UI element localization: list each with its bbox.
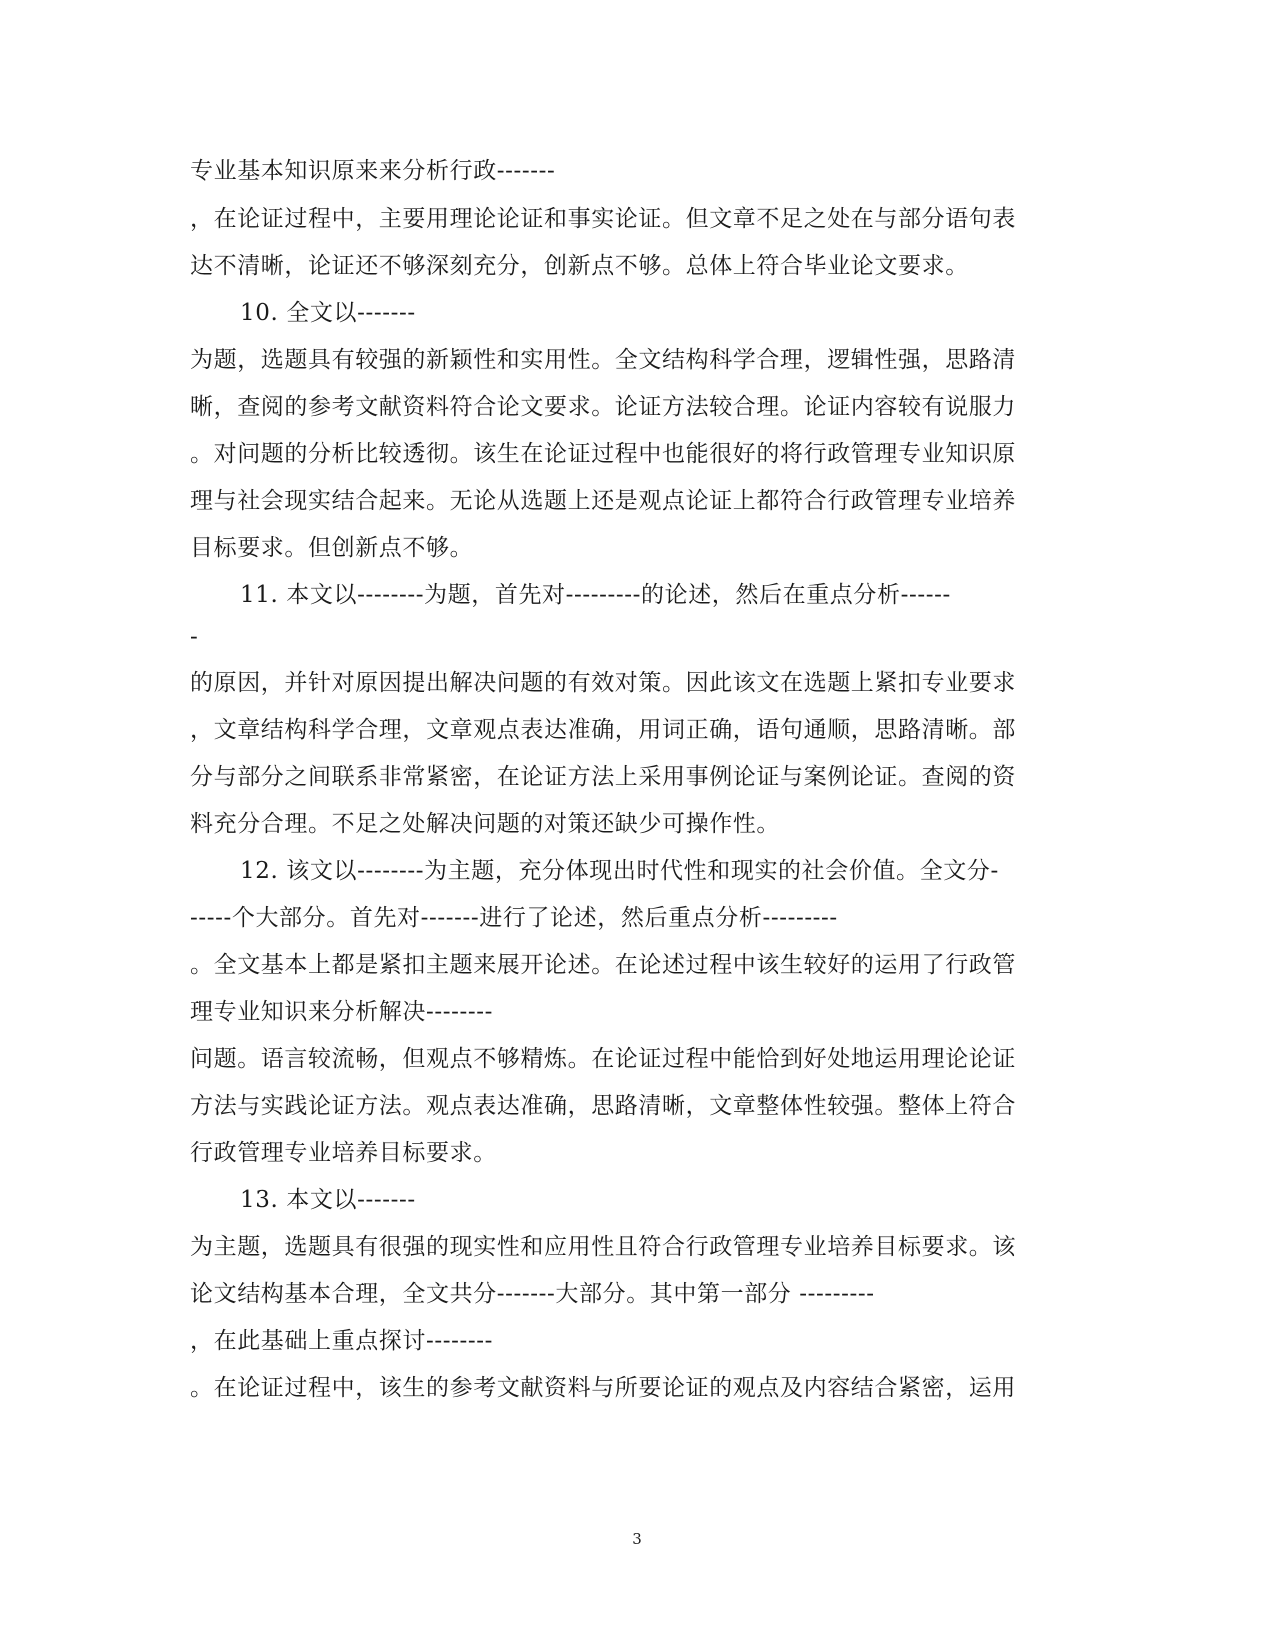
text-line: ，在此基础上重点探讨--------: [190, 1328, 493, 1354]
text-line: 论文结构基本合理，全文共分-------大部分。其中第一部分 ---------: [190, 1281, 875, 1307]
text-line: 晰，查阅的参考文献资料符合论文要求。论证方法较合理。论证内容较有说服力: [190, 394, 1016, 420]
page-number: 3: [632, 1530, 642, 1548]
list-item-11: 11. 本文以--------为题，首先对---------的论述，然后在重点分析------: [240, 582, 951, 608]
text-line: 的原因，并针对原因提出解决问题的有效对策。因此该文在选题上紧扣专业要求: [190, 670, 1016, 696]
text-line: ，在论证过程中，主要用理论论证和事实论证。但文章不足之处在与部分语句表: [190, 206, 1016, 232]
text-line: 理专业知识来分析解决--------: [190, 999, 493, 1025]
text-line: -----个大部分。首先对-------进行了论述，然后重点分析---------: [190, 905, 838, 931]
text-line: 为主题，选题具有很强的现实性和应用性且符合行政管理专业培养目标要求。该: [190, 1234, 1016, 1260]
text-line: 方法与实践论证方法。观点表达准确，思路清晰，文章整体性较强。整体上符合: [190, 1093, 1016, 1119]
text-line: 分与部分之间联系非常紧密，在论证方法上采用事例论证与案例论证。查阅的资: [190, 764, 1016, 790]
text-line: 理与社会现实结合起来。无论从选题上还是观点论证上都符合行政管理专业培养: [190, 488, 1016, 514]
text-line: 为题，选题具有较强的新颖性和实用性。全文结构科学合理，逻辑性强，思路清: [190, 347, 1016, 373]
text-line: -: [190, 624, 199, 650]
list-item-12: 12. 该文以--------为主题，充分体现出时代性和现实的社会价值。全文分-: [240, 858, 999, 884]
text-line: 目标要求。但创新点不够。: [190, 535, 474, 561]
list-item-13: 13. 本文以-------: [240, 1187, 416, 1213]
text-line: 。对问题的分析比较透彻。该生在论证过程中也能很好的将行政管理专业知识原: [190, 441, 1016, 467]
text-line: 行政管理专业培养目标要求。: [190, 1140, 497, 1166]
text-line: 。全文基本上都是紧扣主题来展开论述。在论述过程中该生较好的运用了行政管: [190, 952, 1016, 978]
text-line: ，文章结构科学合理，文章观点表达准确，用词正确，语句通顺，思路清晰。部: [190, 717, 1016, 743]
text-line: 料充分合理。不足之处解决问题的对策还缺少可操作性。: [190, 811, 780, 837]
text-line: 。在论证过程中，该生的参考文献资料与所要论证的观点及内容结合紧密，运用: [190, 1375, 1016, 1401]
list-item-10: 10. 全文以-------: [240, 300, 416, 326]
text-line: 专业基本知识原来来分析行政-------: [190, 158, 556, 184]
text-line: 达不清晰，论证还不够深刻充分，创新点不够。总体上符合毕业论文要求。: [190, 253, 969, 279]
text-line: 问题。语言较流畅，但观点不够精炼。在论证过程中能恰到好处地运用理论论证: [190, 1046, 1016, 1072]
